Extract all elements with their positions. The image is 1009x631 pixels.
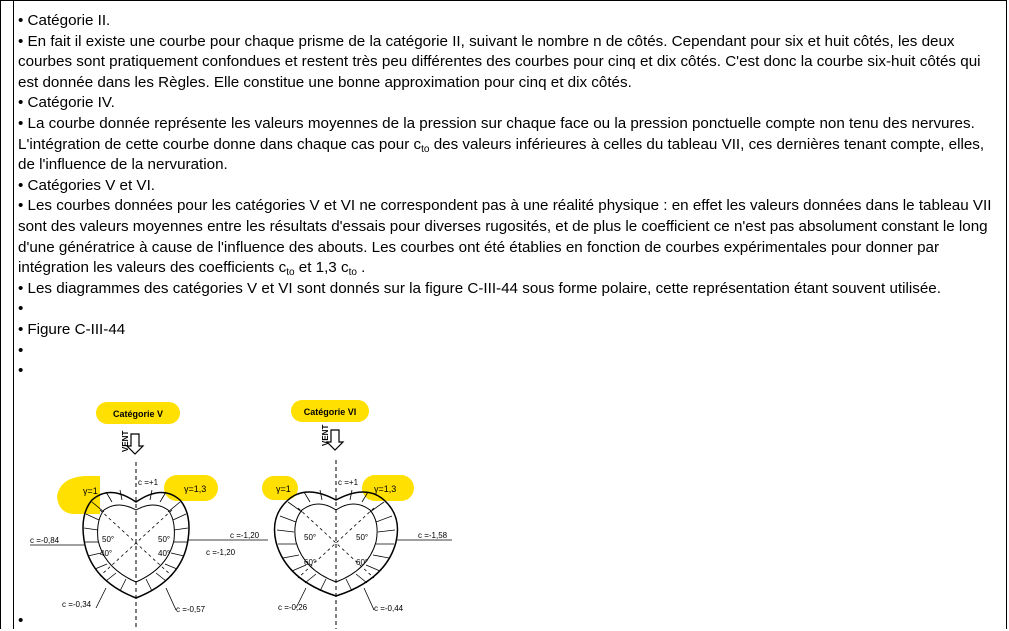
c-bottom-left-label: c =-0,34 bbox=[62, 600, 92, 609]
c-right-label: c =-1,58 bbox=[418, 531, 448, 540]
paragraph-cat4-body bbox=[18, 114, 1004, 176]
angle-label: 50° bbox=[102, 535, 115, 544]
angle-label: 50° bbox=[304, 533, 317, 542]
c-left-label: c =-0,84 bbox=[30, 536, 60, 545]
c-right-label: c =-1,20 bbox=[230, 531, 260, 540]
gamma1-label: γ=1 bbox=[83, 486, 98, 496]
gamma13-label: γ=1,3 bbox=[184, 484, 207, 494]
paragraph-diagrams: • Les diagrammes des catégories V et VI sont donnés sur la figure C-III-44 sous forme polaire, cette représentation étant souvent utilisée. bbox=[18, 279, 941, 297]
empty-bullet: • bbox=[18, 300, 24, 318]
angle-label: 40° bbox=[100, 549, 113, 558]
polar-curve-inner bbox=[295, 504, 377, 582]
paragraph-cat2-body: • En fait il existe une courbe pour chaque prisme de la catégorie II, suivant le nombre n de côtés. Cependant pour six et huit côtés, les deux courbes sont pratiquement confondues et restent très peu différentes des courbes pour cinq et dix côtés. C'est donc la courbe six-huit côtés qui est donnée dans les Règles. Elle constitue une bonne approximation pour cinq et dix côtés. bbox=[18, 32, 981, 91]
subscript: to bbox=[421, 143, 430, 155]
figure-caption-line bbox=[18, 320, 1004, 341]
text-run: . bbox=[356, 259, 366, 277]
paragraph-cat4-heading: • Catégorie IV. bbox=[18, 94, 115, 112]
title-label: Catégorie V bbox=[112, 409, 164, 419]
angle-label: 40° bbox=[158, 549, 171, 558]
gamma1-label: γ=1 bbox=[276, 484, 291, 494]
gamma13-label: γ=1,3 bbox=[374, 484, 397, 494]
text-run: • La courbe donnée représente les valeurs moyennes de la pression sur chaque face ou la pression ponctuelle compte non tenu des nervures. L'intégration de cette courbe donne dans chaque cas pour c bbox=[18, 114, 975, 153]
c-bottom-right-label: c =-0,44 bbox=[374, 604, 404, 613]
c-bottom-left-label: c =-0,26 bbox=[278, 603, 308, 612]
vent-label: VENT bbox=[121, 430, 130, 452]
empty-bullet: • bbox=[18, 362, 24, 380]
figure-c-iii-44 bbox=[0, 390, 1009, 629]
figure-label: Figure C-III-44 bbox=[27, 320, 126, 338]
diagram-categorie-vi bbox=[262, 400, 452, 629]
text-run: • Les courbes données pour les catégories V et VI ne correspondent pas à une réalité physique : en effet les valeurs données dans le tableau VII sont des valeurs moyennes entre les résultats d'essais pour diverses rugosités, et de plus le coefficient ce n'est pas absolument constant le long d'une génératrice à cause de l'influence des abouts. Les courbes ont été établies en fonction de courbes expérimentales pour donner par intégration les valeurs des coefficients c bbox=[18, 197, 992, 277]
empty-bullet: • bbox=[18, 341, 24, 359]
paragraph-cat56-heading: • Catégories V et VI. bbox=[18, 176, 156, 194]
subscript: to bbox=[348, 267, 357, 279]
text-run: et 1,3 c bbox=[294, 259, 349, 277]
title-label: Catégorie VI bbox=[303, 407, 357, 417]
bullet: • bbox=[18, 320, 24, 338]
trailing-bullet: • bbox=[18, 612, 24, 629]
angle-label: 50° bbox=[158, 535, 171, 544]
c-right-label: c =-1,20 bbox=[206, 548, 236, 557]
angle-label: 50° bbox=[356, 533, 369, 542]
text-run: des valeurs inférieures à celles du tableau VII, ces dernières tenant compte, elles, de l'influence de la nervuration. bbox=[18, 135, 985, 174]
paragraph-cat2-heading: • Catégorie II. bbox=[18, 12, 111, 29]
c-bottom-right-label: c =-0,57 bbox=[176, 605, 206, 614]
paragraph-cat56-body bbox=[18, 196, 1004, 278]
document-body bbox=[18, 11, 1004, 382]
c-top-label: c =+1 bbox=[338, 478, 359, 487]
subscript: to bbox=[286, 267, 295, 279]
diagram-categorie-v bbox=[30, 402, 268, 629]
c-top-label: c =+1 bbox=[138, 478, 159, 487]
angle-label: 60° bbox=[304, 558, 317, 567]
vent-label: VENT bbox=[321, 424, 330, 446]
angle-label: 60° bbox=[356, 558, 369, 567]
